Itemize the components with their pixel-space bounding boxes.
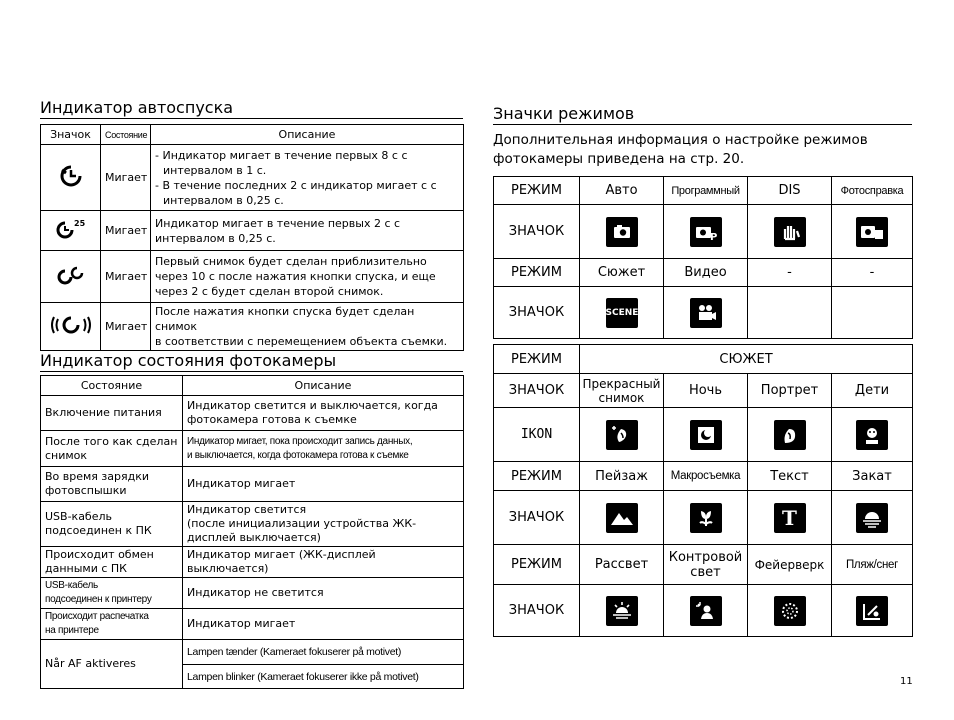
table-row <box>41 251 464 303</box>
status-table <box>40 375 464 689</box>
table-row: РЕЖИМ СЮЖЕТ <box>494 345 913 374</box>
desc-cell: - Индикатор мигает в течение первых 8 с с интервалом в 1 с. - В течение последних 2 с индикатор мигает с с интервалом в 0,25 с. <box>151 145 464 211</box>
fireworks-icon <box>774 596 806 626</box>
table-row: ЗНАЧОК T <box>494 491 913 545</box>
text-icon: T <box>774 503 806 533</box>
portrait-icon <box>774 420 806 450</box>
macro-icon <box>690 503 722 533</box>
status-section-title: Индикатор состояния фотокамеры <box>40 351 463 372</box>
table-row: ЗНАЧОК SCENE <box>494 287 913 339</box>
motion-timer-icon <box>41 303 101 351</box>
scene-table <box>493 344 913 637</box>
col-header-state: Состояние <box>41 376 183 396</box>
table-row: РЕЖИМ Пейзаж Макросъемка Текст Закат <box>494 462 913 491</box>
beauty-shot-icon <box>606 420 638 450</box>
auto-mode-icon <box>606 217 638 247</box>
table-row: Во время зарядки фотовспышки Индикатор мигает <box>41 467 464 502</box>
table-row: ЗНАЧОК P <box>494 205 913 259</box>
col-header-desc: Описание <box>151 125 464 145</box>
table-row <box>41 211 464 251</box>
scene-mode-icon: SCENE <box>606 298 638 328</box>
self-timer-2s-icon <box>41 211 101 251</box>
desc-cell: После нажатия кнопки спуска будет сделан снимок в соответствии с перемещением объекта съемки. <box>151 303 464 351</box>
table-row: РЕЖИМ Рассвет Контровой свет Фейерверк Пляж/снег <box>494 545 913 585</box>
movie-mode-icon <box>690 298 722 328</box>
table-row: Når AF aktiveres Lampen tænder (Kameraet fokuserer på motivet) <box>41 640 464 665</box>
landscape-icon <box>606 503 638 533</box>
state-cell: Мигает <box>101 211 151 251</box>
col-header-icon: Значок <box>41 125 101 145</box>
timer-table <box>40 124 464 351</box>
self-timer-double-icon <box>41 251 101 303</box>
table-row: Происходит обмен данными с ПК Индикатор мигает (ЖК-дисплей выключается) <box>41 547 464 578</box>
page-number: 11 <box>900 676 913 687</box>
table-row: ЗНАЧОК Прекрасный снимок Ночь Портрет Дети <box>494 374 913 408</box>
state-cell: Мигает <box>101 251 151 303</box>
table-row: IKON <box>494 408 913 462</box>
children-icon <box>856 420 888 450</box>
col-header-state: Состояние <box>101 125 151 145</box>
desc-cell: Индикатор мигает в течение первых 2 с с интервалом в 0,25 с. <box>151 211 464 251</box>
svg-text:P: P <box>709 231 717 243</box>
table-row <box>41 145 464 211</box>
dawn-icon <box>606 596 638 626</box>
table-row: РЕЖИМ Авто Программный DIS Фотосправка <box>494 177 913 205</box>
table-row: Включение питания Индикатор светится и выключается, когда фотокамера готова к съемке <box>41 396 464 431</box>
col-header-desc: Описание <box>183 376 464 396</box>
table-row: Происходит распечатка на принтере Индикатор мигает <box>41 609 464 640</box>
timer-section-title: Индикатор автоспуска <box>40 98 463 119</box>
state-cell: Мигает <box>101 303 151 351</box>
table-row: После того как сделан снимок Индикатор мигает, пока происходит запись данных, и выключается, когда фотокамера готова к съемке <box>41 431 464 467</box>
beach-snow-icon <box>856 596 888 626</box>
photo-help-icon <box>856 217 888 247</box>
table-row: РЕЖИМ Сюжет Видео - - <box>494 259 913 287</box>
sunset-icon <box>856 503 888 533</box>
modes-intro: Дополнительная информация о настройке режимов фотокамеры приведена на стр. 20. <box>493 132 868 167</box>
table-row: USB-кабель подсоединен к принтеру Индикатор не светится <box>41 578 464 609</box>
table-row: Lampen blinker (Kameraet fokuserer ikke på motivet) <box>41 665 464 689</box>
program-mode-icon <box>690 217 722 247</box>
self-timer-icon <box>41 145 101 211</box>
table-row: USB-кабель подсоединен к ПК Индикатор светится (после инициализации устройства ЖК- дисплей выключается) <box>41 502 464 547</box>
svg-text:25: 25 <box>73 219 85 228</box>
backlight-icon <box>690 596 722 626</box>
table-row: ЗНАЧОК <box>494 585 913 637</box>
desc-cell: Первый снимок будет сделан приблизительно через 10 с после нажатия кнопки спуска, и еще через 2 с будет сделан второй снимок. <box>151 251 464 303</box>
modes-section-title: Значки режимов <box>493 104 912 125</box>
modes-table <box>493 176 913 339</box>
dis-mode-icon <box>774 217 806 247</box>
night-scene-icon <box>690 420 722 450</box>
state-cell: Мигает <box>101 145 151 211</box>
table-row <box>41 303 464 351</box>
